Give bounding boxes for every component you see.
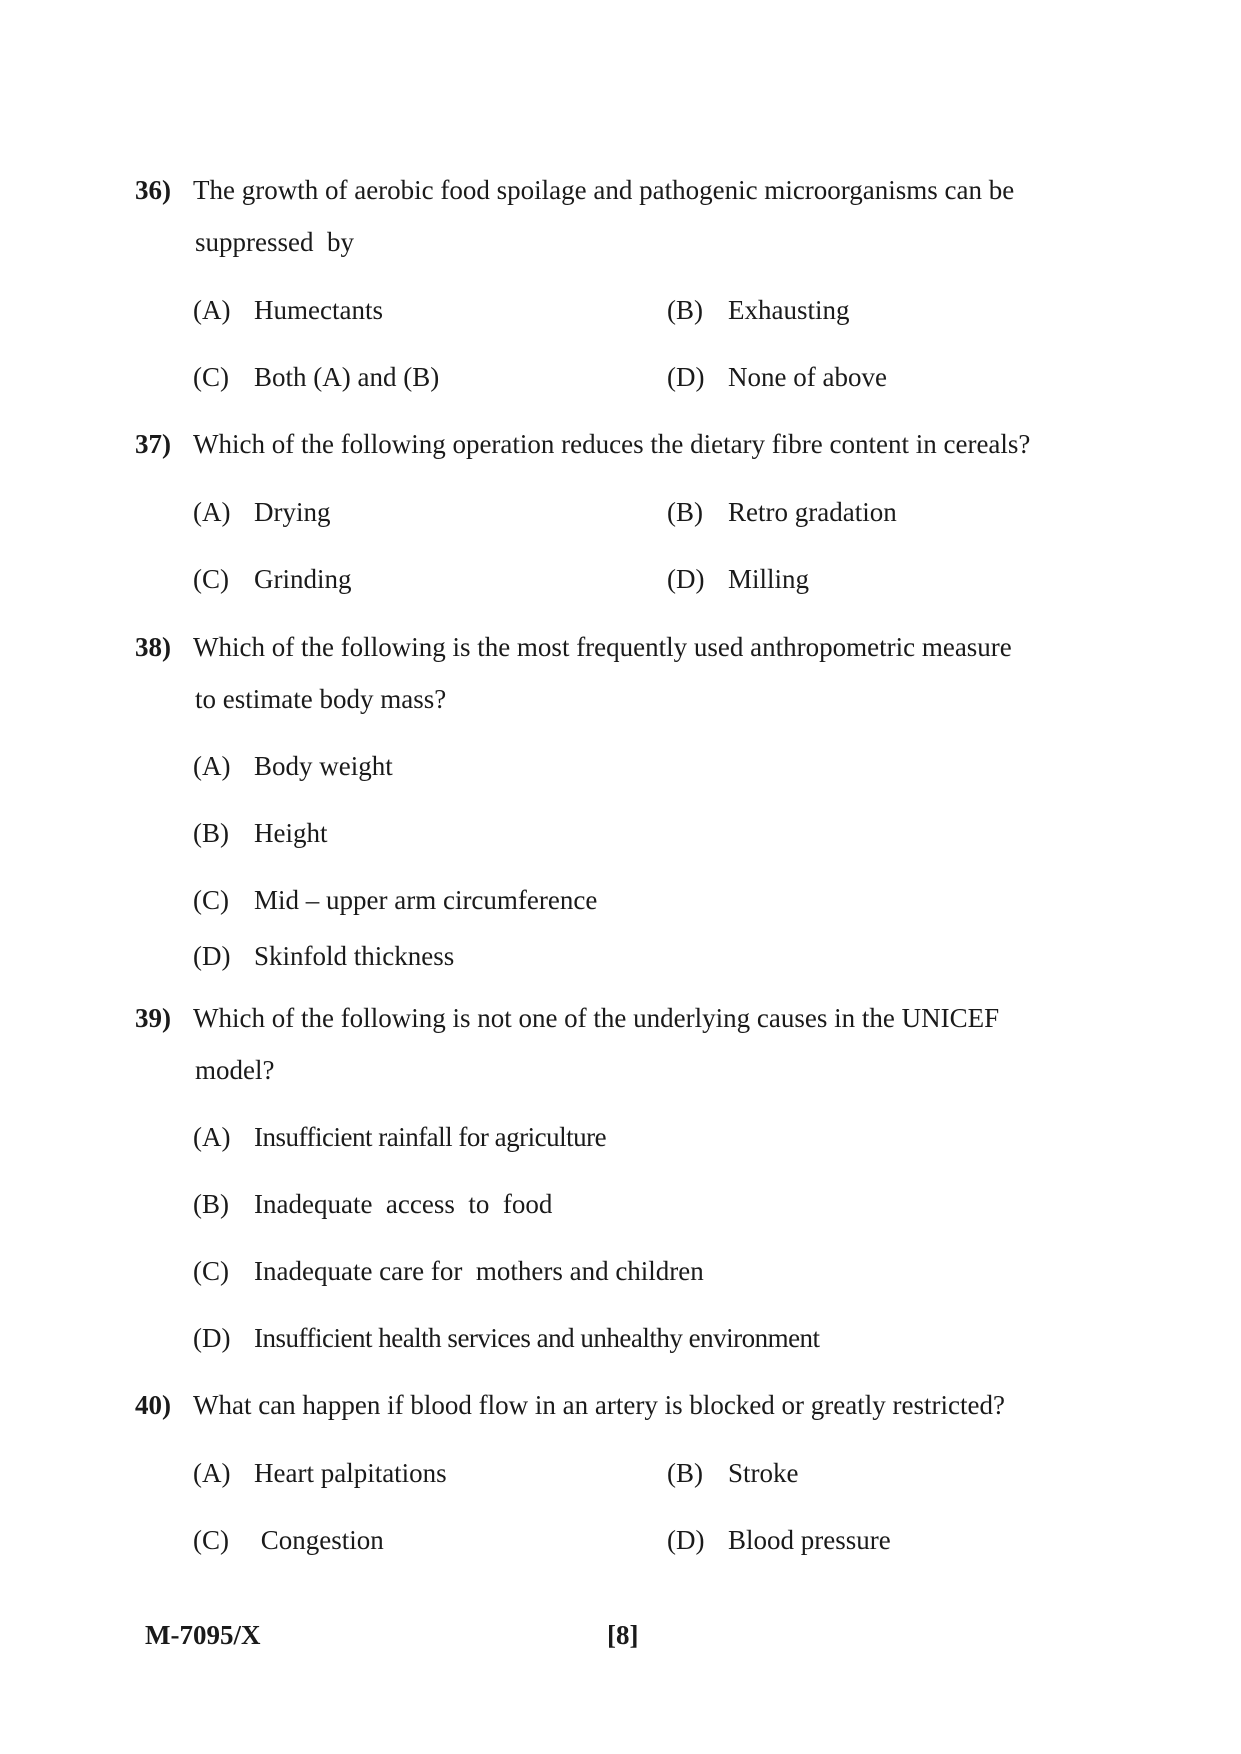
option-text: Skinfold thickness bbox=[254, 941, 455, 971]
option-letter: (D) bbox=[667, 1525, 705, 1555]
option-letter: (D) bbox=[193, 941, 231, 971]
option-letter: (A) bbox=[193, 295, 231, 325]
option-text: Milling bbox=[728, 564, 810, 594]
option-letter: (B) bbox=[667, 1458, 703, 1488]
question-text: suppressed by bbox=[195, 227, 354, 257]
option-letter: (C) bbox=[193, 362, 229, 392]
option-letter: (C) bbox=[193, 885, 229, 915]
question-text: What can happen if blood flow in an artery is blocked or greatly restricted? bbox=[193, 1390, 1005, 1420]
option-letter: (D) bbox=[667, 564, 705, 594]
option-text: Stroke bbox=[728, 1458, 799, 1488]
option-text: Drying bbox=[254, 497, 331, 527]
paper-code: M-7095/X bbox=[145, 1620, 261, 1650]
option-letter: (C) bbox=[193, 564, 229, 594]
option-letter: (B) bbox=[667, 295, 703, 325]
option-text: Retro gradation bbox=[728, 497, 897, 527]
question-number: 36) bbox=[135, 175, 171, 205]
option-text: Heart palpitations bbox=[254, 1458, 447, 1488]
option-text: Body weight bbox=[254, 751, 393, 781]
option-text: Exhausting bbox=[728, 295, 850, 325]
option-text: None of above bbox=[728, 362, 887, 392]
question-number: 39) bbox=[135, 1003, 171, 1033]
option-text: Inadequate care for mothers and children bbox=[254, 1256, 704, 1286]
option-text: Insufficient health services and unhealthy environment bbox=[254, 1323, 820, 1353]
option-letter: (A) bbox=[193, 1458, 231, 1488]
question-number: 40) bbox=[135, 1390, 171, 1420]
option-letter: (A) bbox=[193, 751, 231, 781]
question-text: to estimate body mass? bbox=[195, 684, 447, 714]
option-letter: (D) bbox=[193, 1323, 231, 1353]
option-letter: (C) bbox=[193, 1256, 229, 1286]
question-text: Which of the following operation reduces the dietary fibre content in cereals? bbox=[193, 429, 1031, 459]
option-text: Both (A) and (B) bbox=[254, 362, 440, 392]
option-letter: (B) bbox=[667, 497, 703, 527]
question-text: Which of the following is not one of the underlying causes in the UNICEF bbox=[193, 1003, 1000, 1033]
option-letter: (B) bbox=[193, 818, 229, 848]
option-letter: (A) bbox=[193, 1122, 231, 1152]
question-text: model? bbox=[195, 1055, 275, 1085]
option-text: Congestion bbox=[254, 1525, 384, 1555]
question-text: Which of the following is the most frequently used anthropometric measure bbox=[193, 632, 1012, 662]
option-letter: (B) bbox=[193, 1189, 229, 1219]
option-text: Blood pressure bbox=[728, 1525, 891, 1555]
page-number: [8] bbox=[607, 1620, 639, 1650]
option-text: Height bbox=[254, 818, 328, 848]
option-text: Humectants bbox=[254, 295, 383, 325]
option-text: Mid – upper arm circumference bbox=[254, 885, 598, 915]
option-letter: (A) bbox=[193, 497, 231, 527]
option-letter: (C) bbox=[193, 1525, 229, 1555]
option-letter: (D) bbox=[667, 362, 705, 392]
option-text: Insufficient rainfall for agriculture bbox=[254, 1122, 607, 1152]
question-number: 38) bbox=[135, 632, 171, 662]
option-text: Inadequate access to food bbox=[254, 1189, 553, 1219]
option-text: Grinding bbox=[254, 564, 352, 594]
question-text: The growth of aerobic food spoilage and pathogenic microorganisms can be bbox=[193, 175, 1015, 205]
question-number: 37) bbox=[135, 429, 171, 459]
